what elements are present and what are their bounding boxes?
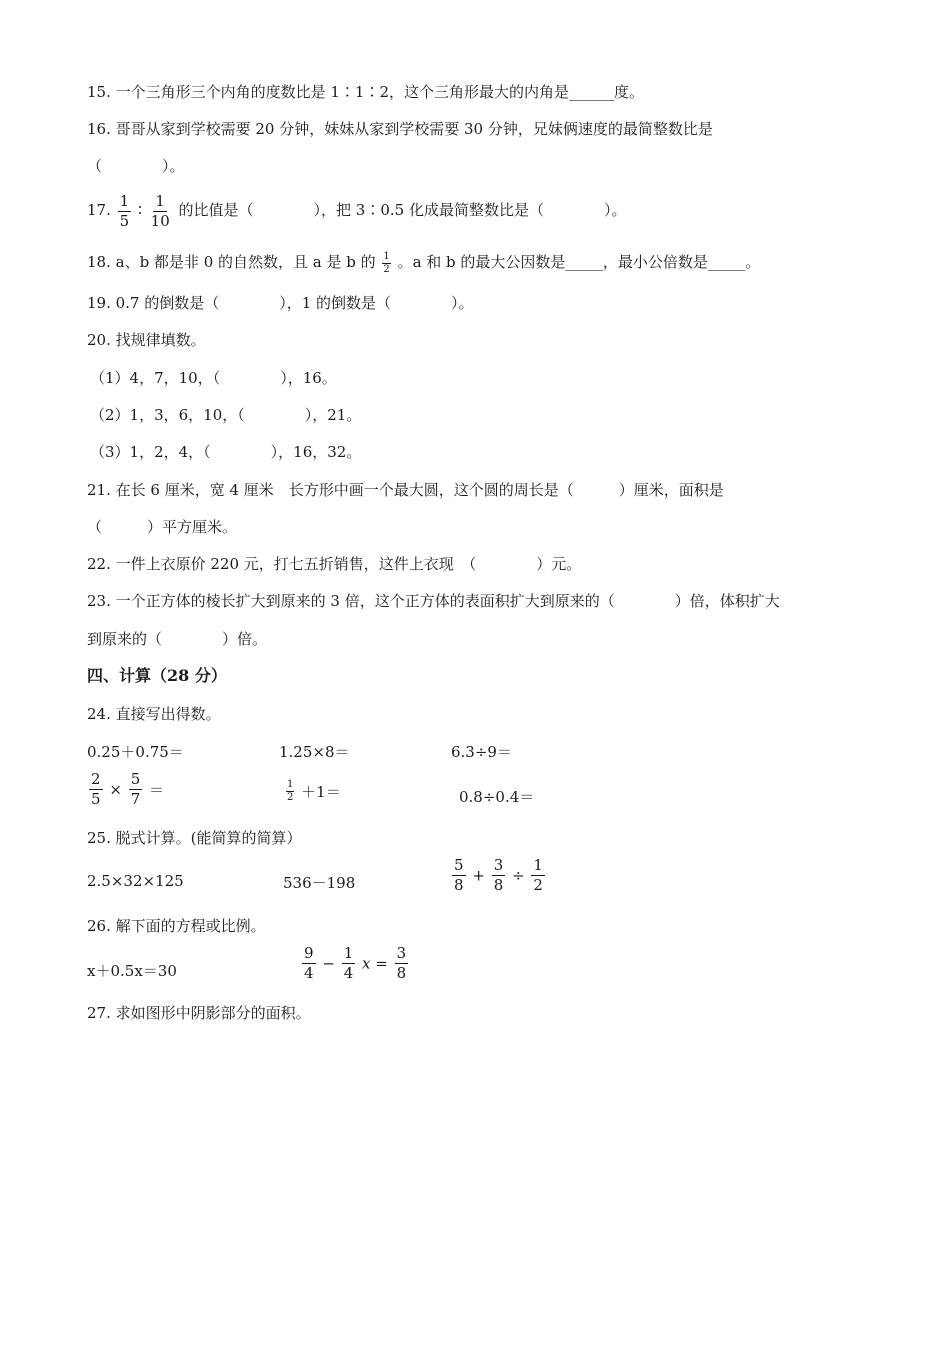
q26-fraction-1: $\frac{9}{4}$ bbox=[304, 944, 314, 982]
question-16-line1: 16. 哥哥从家到学校需要 20 分钟，妹妹从家到学校需要 30 分钟，兄妹俩速度的最简整数比是 bbox=[87, 120, 713, 138]
q26-op: − bbox=[322, 954, 335, 973]
section-heading: 四、计算（28 分） bbox=[87, 666, 227, 685]
question-21-line2: （ ）平方厘米。 bbox=[87, 518, 238, 536]
q26-fraction-2: $\frac{1}{4}$ bbox=[343, 944, 354, 982]
question-20: 20. 找规律填数。 bbox=[87, 331, 206, 349]
q24-item-5 bbox=[284, 780, 341, 803]
question-16-line2: （ ）。 bbox=[87, 157, 185, 175]
q26-item-1: x＋0.5x＝30 bbox=[87, 962, 177, 980]
question-21-line1: 21. 在长 6 厘米，宽 4 厘米 长方形中画一个最大圆，这个圆的周长是（ ）厘米，面积是 bbox=[87, 481, 724, 499]
question-23-line2: 到原来的（ ）倍。 bbox=[87, 630, 268, 648]
q24-eq: ＝ bbox=[149, 781, 165, 799]
q26-fraction-3: $\frac{3}{8}$ bbox=[396, 944, 407, 982]
question-17 bbox=[87, 188, 626, 232]
question-27: 27. 求如图形中阴影部分的面积。 bbox=[87, 1004, 311, 1022]
q25-item-3 bbox=[450, 858, 547, 893]
q26-eq: = bbox=[375, 954, 388, 973]
q24-op: × bbox=[109, 780, 122, 799]
q24-fraction-a2: $\frac{5}{7}$ bbox=[130, 770, 141, 808]
q25-fraction-3: $\frac{1}{2}$ bbox=[533, 856, 543, 894]
q25-item-1: 2.5×32×125 bbox=[87, 872, 184, 890]
q24-item-3: 6.3÷9＝ bbox=[451, 743, 512, 761]
q18-text-1: 18. a、b 都是非 0 的自然数，且 a 是 b 的 bbox=[87, 253, 376, 271]
q17-text: 的比值是（ ），把 3∶0.5 化成最简整数比是（ ）。 bbox=[178, 201, 627, 219]
q24-fraction-a1: $\frac{2}{5}$ bbox=[91, 770, 101, 808]
question-20-1: （1）4，7，10，（ ），16。 bbox=[90, 369, 337, 387]
q25-item-2: 536－198 bbox=[283, 874, 356, 892]
question-15: 15. 一个三角形三个内角的度数比是 1∶1∶2，这个三角形最大的内角是______度。 bbox=[87, 83, 645, 101]
q17-colon: ∶ bbox=[137, 201, 142, 219]
q25-fraction-2: $\frac{3}{8}$ bbox=[493, 856, 504, 894]
question-18 bbox=[87, 248, 760, 276]
q25-op1: + bbox=[472, 866, 485, 885]
q25-op2: ÷ bbox=[512, 866, 525, 885]
q18-text-2: 。a 和 b 的最大公因数是_____，最小公倍数是_____。 bbox=[397, 253, 761, 271]
q26-variable: x bbox=[362, 954, 371, 973]
q17-fraction-2: $\frac{1}{10}$ bbox=[150, 191, 170, 230]
q25-fraction-1: $\frac{5}{8}$ bbox=[454, 856, 464, 894]
question-19: 19. 0.7 的倒数是（ ），1 的倒数是（ ）。 bbox=[87, 294, 474, 312]
q24-item-6: 0.8÷0.4＝ bbox=[459, 788, 535, 806]
q24-item-1: 0.25＋0.75＝ bbox=[87, 743, 184, 761]
q24-b-rest: ＋1＝ bbox=[301, 783, 341, 801]
question-20-3: （3）1，2，4，（ ），16，32。 bbox=[90, 443, 362, 461]
question-26: 26. 解下面的方程或比例。 bbox=[87, 917, 266, 935]
question-25: 25. 脱式计算。(能简算的简算） bbox=[87, 829, 302, 847]
q24-item-2: 1.25×8＝ bbox=[279, 743, 350, 761]
question-22: 22. 一件上衣原价 220 元，打七五折销售，这件上衣现 （ ）元。 bbox=[87, 555, 582, 573]
question-23-line1: 23. 一个正方体的棱长扩大到原来的 3 倍，这个正方体的表面积扩大到原来的（ ）倍，体积扩大 bbox=[87, 592, 780, 610]
question-20-2: （2）1，3，6，10，（ ），21。 bbox=[90, 406, 362, 424]
q26-item-2 bbox=[300, 946, 410, 981]
q24-fraction-b: $\frac{1}{2}$ bbox=[287, 779, 294, 803]
q24-item-4 bbox=[87, 772, 164, 807]
q17-number: 17. bbox=[87, 201, 111, 219]
q17-fraction-1: $\frac{1}{5}$ bbox=[119, 191, 130, 230]
question-24: 24. 直接写出得数。 bbox=[87, 705, 221, 723]
q18-fraction: $\frac{1}{2}$ bbox=[383, 250, 390, 275]
